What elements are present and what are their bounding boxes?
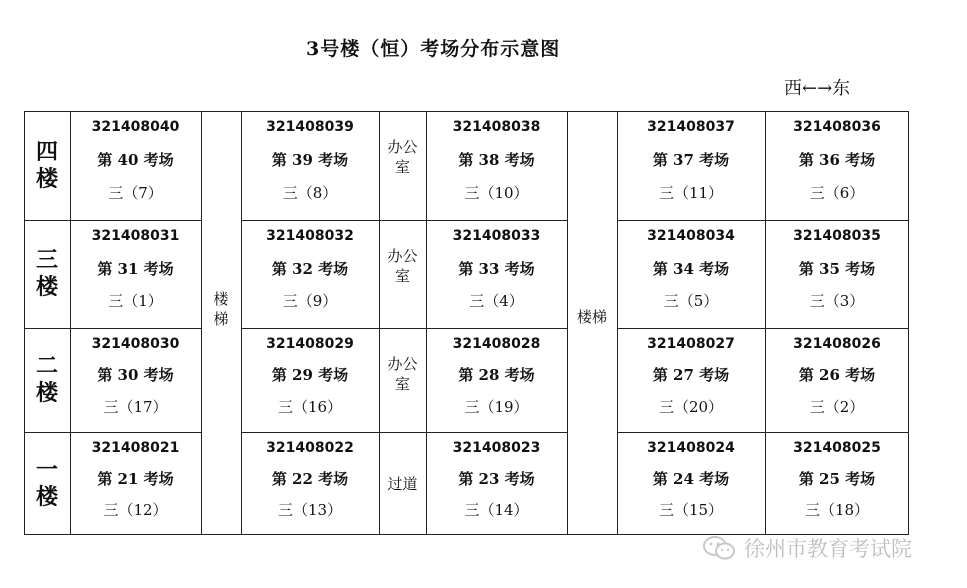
wechat-icon [702, 534, 738, 562]
exam-room-class: 三（13） [277, 500, 343, 519]
direction-indicator: 西←→东 [784, 78, 851, 99]
exam-room-code: 321408032 [266, 228, 354, 244]
exam-room-class: 三（19） [464, 397, 529, 416]
exam-room-cell [426, 328, 567, 432]
exam-room-name: 第 26 考场 [798, 366, 876, 385]
middle-cell-label: 办公 室 [387, 247, 418, 285]
exam-room-cell [426, 111, 567, 220]
exam-room-class: 三（11） [658, 183, 724, 202]
exam-room-code: 321408038 [452, 119, 541, 135]
exam-room-code: 321408034 [647, 228, 735, 244]
exam-room-code: 321408023 [452, 440, 541, 456]
floor-plan-table [24, 111, 909, 535]
exam-room-code: 321408022 [266, 440, 354, 456]
exam-room-cell [765, 111, 909, 220]
exam-room-class: 三（15） [658, 500, 724, 519]
watermark [702, 530, 912, 566]
exam-room-name: 第 25 考场 [798, 470, 876, 489]
exam-room-name: 第 23 考场 [458, 470, 535, 489]
exam-room-class: 三（14） [464, 500, 529, 519]
exam-room-code: 321408036 [793, 119, 881, 135]
exam-room-class: 三（3） [809, 292, 865, 311]
exam-room-code: 321408040 [91, 119, 180, 135]
exam-room-code: 321408028 [452, 336, 541, 352]
floor-label-1: 一 楼 [35, 456, 58, 510]
middle-cell-label: 办公 室 [387, 355, 418, 393]
exam-room-name: 第 28 考场 [458, 366, 535, 385]
exam-room-name: 第 29 考场 [271, 366, 349, 385]
exam-room-cell [765, 220, 909, 328]
middle-cell-label: 过道 [387, 474, 418, 493]
exam-room-class: 三（1） [108, 292, 163, 311]
exam-room-cell [70, 328, 201, 432]
middle-cell-label: 办公 室 [387, 138, 418, 176]
exam-room-class: 三（9） [282, 292, 338, 311]
exam-room-class: 三（16） [277, 397, 343, 416]
page-title: 3号楼（恒）考场分布示意图 [306, 38, 561, 60]
stairs-label-right: 楼梯 [576, 308, 607, 326]
exam-room-class: 三（5） [663, 292, 719, 311]
exam-room-class: 三（6） [809, 183, 865, 202]
exam-room-class: 三（2） [809, 397, 865, 416]
exam-room-name: 第 24 考场 [652, 470, 730, 489]
exam-room-name: 第 39 考场 [271, 151, 349, 170]
floor-label-3: 三 楼 [35, 247, 58, 300]
exam-room-name: 第 38 考场 [458, 151, 535, 170]
exam-room-code: 321408024 [647, 440, 735, 456]
exam-room-code: 321408026 [793, 336, 881, 352]
exam-room-class: 三（10） [464, 183, 529, 202]
exam-room-name: 第 34 考场 [652, 259, 730, 278]
exam-room-class: 三（17） [103, 397, 168, 416]
exam-room-code: 321408030 [91, 336, 180, 352]
exam-room-code: 321408035 [793, 228, 881, 244]
floor-label-4: 四 楼 [35, 138, 58, 192]
exam-room-code: 321408027 [647, 336, 735, 352]
exam-room-code: 321408031 [91, 228, 180, 244]
exam-room-code: 321408037 [647, 119, 735, 135]
exam-room-cell [426, 220, 567, 328]
exam-room-name: 第 33 考场 [458, 259, 535, 278]
exam-room-class: 三（18） [804, 500, 870, 519]
exam-room-class: 三（4） [469, 292, 524, 311]
exam-room-cell [426, 432, 567, 535]
exam-room-cell [617, 432, 765, 535]
exam-room-cell [617, 111, 765, 220]
exam-room-code: 321408033 [452, 228, 541, 244]
exam-room-name: 第 40 考场 [97, 151, 174, 170]
exam-room-code: 321408039 [266, 119, 354, 135]
exam-room-cell [70, 111, 201, 220]
exam-room-cell [617, 220, 765, 328]
exam-room-class: 三（7） [108, 183, 163, 202]
exam-room-class: 三（12） [103, 500, 168, 519]
exam-room-class: 三（8） [282, 183, 338, 202]
exam-room-cell [70, 220, 201, 328]
exam-room-name: 第 31 考场 [97, 259, 174, 278]
exam-room-cell [241, 220, 379, 328]
exam-room-name: 第 21 考场 [97, 470, 174, 489]
exam-room-name: 第 32 考场 [271, 259, 349, 278]
exam-room-code: 321408021 [91, 440, 180, 456]
exam-room-cell [617, 328, 765, 432]
exam-room-cell [70, 432, 201, 535]
exam-room-name: 第 37 考场 [652, 151, 730, 170]
exam-room-cell [241, 432, 379, 535]
exam-room-cell [241, 328, 379, 432]
exam-room-cell [765, 328, 909, 432]
exam-room-cell [765, 432, 909, 535]
exam-room-name: 第 35 考场 [798, 259, 876, 278]
exam-room-class: 三（20） [658, 397, 724, 416]
stairs-label-left: 楼 梯 [213, 290, 229, 328]
exam-room-code: 321408029 [266, 336, 354, 352]
floor-label-2: 二 楼 [35, 353, 58, 406]
exam-room-name: 第 36 考场 [798, 151, 876, 170]
exam-room-name: 第 27 考场 [652, 366, 730, 385]
exam-room-cell [241, 111, 379, 220]
watermark-text: 徐州市教育考试院 [744, 537, 912, 561]
exam-room-code: 321408025 [793, 440, 881, 456]
exam-room-name: 第 22 考场 [271, 470, 349, 489]
exam-room-name: 第 30 考场 [97, 366, 174, 385]
